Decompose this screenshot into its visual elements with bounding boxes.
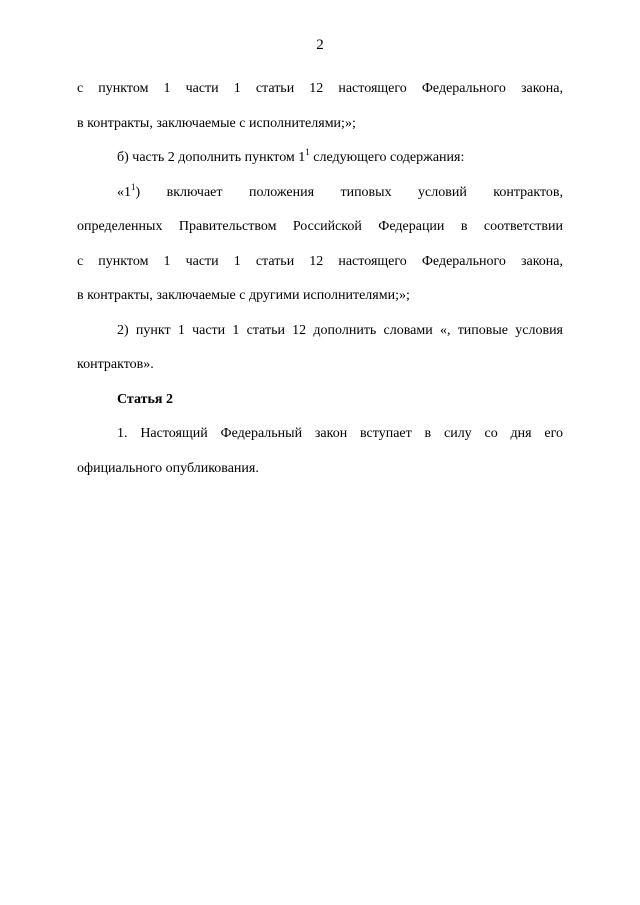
- paragraph-amendment-b: [77, 141, 563, 176]
- text-span: следующего содержания:: [309, 150, 465, 165]
- paragraph-continuation: [77, 72, 563, 141]
- text-span: б) часть 2 дополнить пунктом 1: [117, 150, 306, 165]
- paragraph-article-2-item-1: 1. Настоящий Федеральный закон вступает в силу со дня его официального опубликования.: [77, 426, 563, 476]
- text-line: с пунктом 1 части 1 статьи 12 настоящего Федерального закона,: [77, 253, 563, 269]
- document-body: [77, 72, 563, 486]
- page-number: 2: [316, 37, 324, 53]
- superscript: 1: [131, 181, 136, 192]
- text-line: в контракты, заключаемые с исполнителями;»;: [77, 115, 356, 131]
- text-span: «1: [117, 184, 131, 200]
- paragraph-quoted-item: [77, 176, 563, 314]
- superscript: 1: [305, 147, 310, 157]
- text-span: ) включает положения типовых условий контрактов,: [135, 184, 563, 200]
- text-line: в контракты, заключаемые с другими исполнителями;»;: [77, 288, 410, 303]
- text-line: [77, 176, 563, 211]
- text-line: с пунктом 1 части 1 статьи 12 настоящего Федерального закона,: [77, 81, 563, 96]
- article-heading: Статья 2: [117, 391, 173, 407]
- text-line: определенных Правительством Российской Федерации в соответствии: [77, 219, 563, 234]
- paragraph-amendment-2: 2) пункт 1 части 1 статьи 12 дополнить словами «, типовые условия контрактов».: [77, 322, 563, 372]
